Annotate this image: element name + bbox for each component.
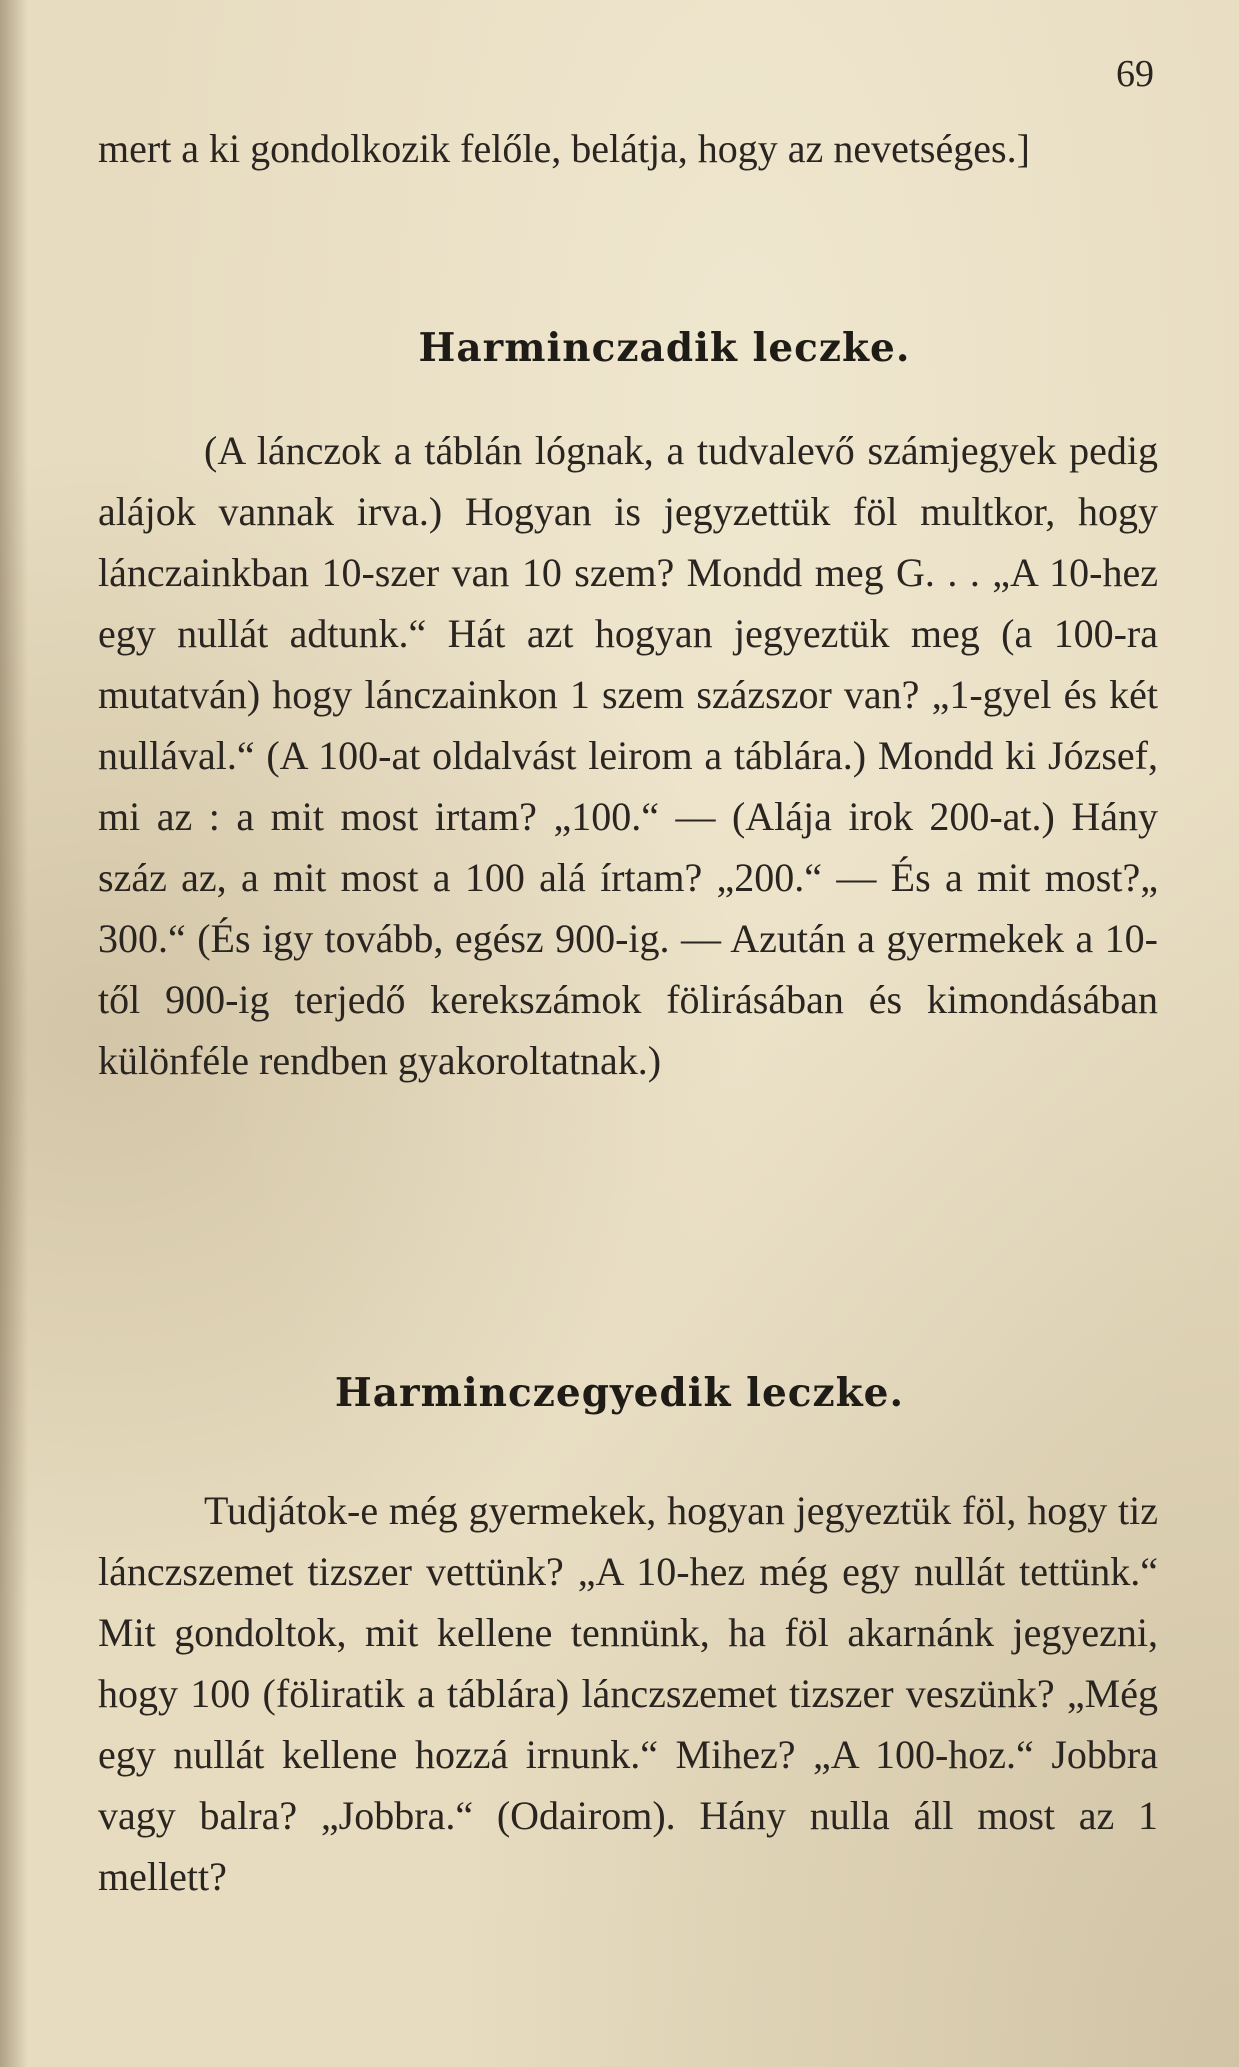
section-heading-31: Harminczegyedik leczke.: [334, 1370, 905, 1416]
page-number: 69: [1116, 53, 1154, 95]
page-gutter-shadow: [0, 0, 28, 2067]
intro-paragraph: mert a ki gondolkozik felőle, belátja, hogy az nevetséges.]: [98, 126, 1030, 171]
section-paragraph-30: (A lánczok a táblán lógnak, a tudvalevő számjegyek pedig alájok vannak irva.) Hogyan is jegyzettük föl multkor, hogy lánczainkban 10-szer van 10 szem? Mondd meg G. . . „A 10-hez egy nullát adtunk.“ Hát azt hogyan jegyeztük meg (a 100-ra mutatván) hogy lánczainkon 1 szem százszor van? „1-gyel és két nullával.“ (A 100-at oldalvást leirom a táblára.) Mondd ki József, mi az : a mit most irtam? „100.“ — (Alája irok 200-at.) Hány száz az, a mit most a 100 alá írtam? „200.“ — És a mit most?„ 300.“ (És igy tovább, egész 900-ig. — Azután a gyermekek a 10-től 900-ig terjedő kerekszámok fölirásában és kimondásában különféle rendben gyakoroltatnak.): [98, 428, 1158, 1083]
section-heading-30: Harminczadik leczke.: [418, 325, 911, 371]
section-paragraph-31: Tudjátok-e még gyermekek, hogyan jegyeztük föl, hogy tiz lánczszemet tizszer vettünk? „A 10-hez még egy nullát tettünk.“ Mit gondoltok, mit kellene tennünk, ha föl akarnánk jegyezni, hogy 100 (föliratik a táblára) lánczszemet tizszer veszünk? „Még egy nullát kellene hozzá irnunk.“ Mihez? „A 100-hoz.“ Jobbra vagy balra? „Jobbra.“ (Odairom). Hány nulla áll most az 1 mellett?: [98, 1488, 1158, 1899]
